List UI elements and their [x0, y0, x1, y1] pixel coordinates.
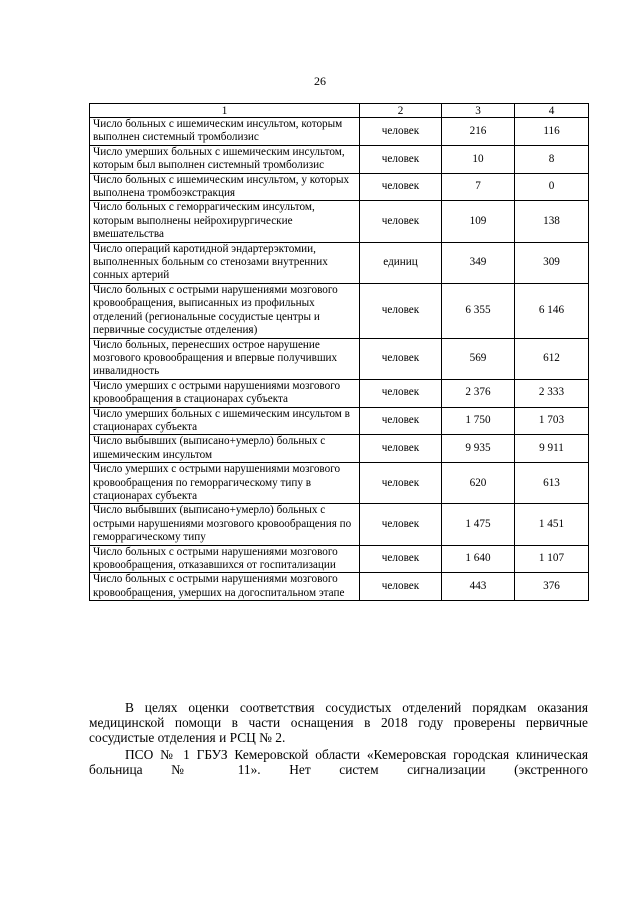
unit-cell: человек [360, 545, 442, 573]
row-label-cell: Число больных с геморрагическим инсультом, которым выполнены нейрохирургические вмешательства [90, 201, 360, 242]
unit-cell: человек [360, 283, 442, 338]
unit-cell: человек [360, 435, 442, 463]
value-cell: 7 [442, 173, 515, 201]
unit-cell: человек [360, 504, 442, 545]
value-cell: 612 [515, 338, 589, 379]
row-label-cell: Число больных, перенесших острое нарушение мозгового кровообращения и впервые получивших инвалидность [90, 338, 360, 379]
table-row [90, 573, 589, 601]
value-cell: 376 [515, 573, 589, 601]
table-row [90, 545, 589, 573]
paragraph: В целях оценки соответствия сосудистых отделений порядкам оказания медицинской помощи в части оснащения в 2018 году проверены первичные сосудистые отделения и РСЦ № 2. [89, 700, 588, 746]
value-cell: 1 107 [515, 545, 589, 573]
page-number: 26 [314, 74, 326, 88]
table-row [90, 283, 589, 338]
value-cell: 2 333 [515, 379, 589, 407]
value-cell: 9 935 [442, 435, 515, 463]
table-row [90, 463, 589, 504]
row-label-cell: Число больных с острыми нарушениями мозгового кровообращения, умерших на догоспитальном этапе [90, 573, 360, 601]
value-cell: 6 146 [515, 283, 589, 338]
value-cell: 309 [515, 242, 589, 283]
unit-cell: человек [360, 573, 442, 601]
column-header: 3 [442, 104, 515, 118]
column-header: 1 [90, 104, 360, 118]
unit-cell: человек [360, 338, 442, 379]
statistics-table [89, 103, 589, 601]
value-cell: 8 [515, 145, 589, 173]
body-text [89, 700, 588, 777]
table-header-row [90, 104, 589, 118]
unit-cell: человек [360, 463, 442, 504]
value-cell: 1 451 [515, 504, 589, 545]
value-cell: 569 [442, 338, 515, 379]
table-row [90, 201, 589, 242]
value-cell: 216 [442, 118, 515, 146]
value-cell: 620 [442, 463, 515, 504]
unit-cell: человек [360, 173, 442, 201]
table-row [90, 173, 589, 201]
unit-cell: человек [360, 145, 442, 173]
value-cell: 2 376 [442, 379, 515, 407]
unit-cell: человек [360, 379, 442, 407]
value-cell: 9 911 [515, 435, 589, 463]
table-row [90, 242, 589, 283]
row-label-cell: Число больных с острыми нарушениями мозгового кровообращения, отказавшихся от госпитализации [90, 545, 360, 573]
value-cell: 443 [442, 573, 515, 601]
table-row [90, 435, 589, 463]
row-label-cell: Число умерших с острыми нарушениями мозгового кровообращения в стационарах субъекта [90, 379, 360, 407]
value-cell: 10 [442, 145, 515, 173]
value-cell: 1 640 [442, 545, 515, 573]
value-cell: 1 750 [442, 407, 515, 435]
unit-cell: человек [360, 201, 442, 242]
column-header: 2 [360, 104, 442, 118]
value-cell: 613 [515, 463, 589, 504]
table-row [90, 504, 589, 545]
value-cell: 116 [515, 118, 589, 146]
row-label-cell: Число выбывших (выписано+умерло) больных с острыми нарушениями мозгового кровообращения по геморрагическому типу [90, 504, 360, 545]
row-label-cell: Число умерших больных с ишемическим инсультом в стационарах субъекта [90, 407, 360, 435]
table-row [90, 379, 589, 407]
table-row [90, 145, 589, 173]
row-label-cell: Число больных с ишемическим инсультом, у которых выполнена тромбоэкстракция [90, 173, 360, 201]
value-cell: 1 475 [442, 504, 515, 545]
row-label-cell: Число выбывших (выписано+умерло) больных с ишемическим инсультом [90, 435, 360, 463]
value-cell: 0 [515, 173, 589, 201]
row-label-cell: Число больных с ишемическим инсультом, которым выполнен системный тромболизис [90, 118, 360, 146]
row-label-cell: Число умерших с острыми нарушениями мозгового кровообращения по геморрагическому типу в стационарах субъекта [90, 463, 360, 504]
paragraph: ПСО № 1 ГБУЗ Кемеровской области «Кемеровская городская клиническая больница № 11». Нет систем сигнализации (экстренного [89, 746, 588, 777]
unit-cell: человек [360, 118, 442, 146]
unit-cell: единиц [360, 242, 442, 283]
value-cell: 138 [515, 201, 589, 242]
table-row [90, 118, 589, 146]
row-label-cell: Число операций каротидной эндартерэктомии, выполненных больным со стенозами внутренних сонных артерий [90, 242, 360, 283]
value-cell: 109 [442, 201, 515, 242]
value-cell: 6 355 [442, 283, 515, 338]
unit-cell: человек [360, 407, 442, 435]
table-row [90, 407, 589, 435]
table-row [90, 338, 589, 379]
column-header: 4 [515, 104, 589, 118]
value-cell: 349 [442, 242, 515, 283]
value-cell: 1 703 [515, 407, 589, 435]
row-label-cell: Число умерших больных с ишемическим инсультом, которым был выполнен системный тромболизис [90, 145, 360, 173]
row-label-cell: Число больных с острыми нарушениями мозгового кровообращения, выписанных из профильных отделений (региональные сосудистые центры и первичные сосудистые отделения) [90, 283, 360, 338]
